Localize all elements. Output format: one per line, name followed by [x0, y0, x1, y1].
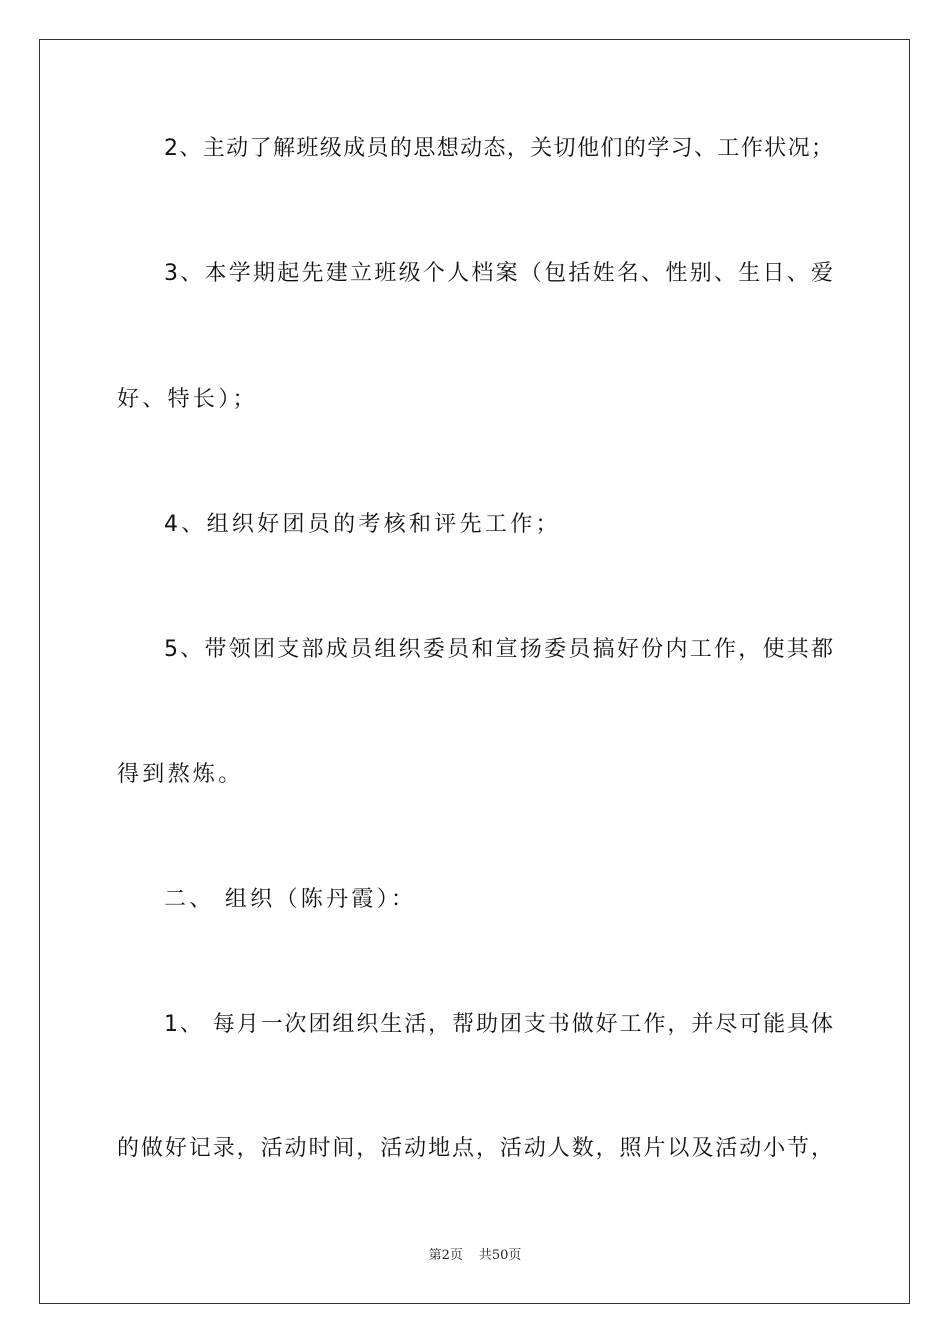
paragraph-line-1: 2、主动了解班级成员的思想动态，关切他们的学习、工作状况；	[164, 136, 833, 161]
paragraph-line-5: 5、带领团支部成员组织委员和宣扬委员搞好份内工作，使其都	[164, 637, 833, 662]
page-number: 第2页	[428, 1248, 463, 1263]
page-total: 共50页	[478, 1248, 522, 1263]
section-heading: 二、 组织（陈丹霞）：	[164, 887, 417, 912]
page-border	[39, 39, 910, 1304]
paragraph-line-4: 4、组织好团员的考核和评先工作；	[164, 512, 561, 537]
paragraph-line-8: 1、 每月一次团组织生活，帮助团支书做好工作，并尽可能具体	[164, 1012, 833, 1037]
paragraph-line-9: 的做好记录，活动时间，活动地点，活动人数，照片以及活动小节，	[117, 1136, 833, 1161]
paragraph-line-2: 3、本学期起先建立班级个人档案（包括姓名、性别、生日、爱	[164, 261, 833, 286]
paragraph-line-6: 得到熬炼。	[117, 762, 244, 787]
paragraph-line-3: 好、特长）；	[117, 387, 258, 412]
page-footer	[0, 1248, 950, 1264]
